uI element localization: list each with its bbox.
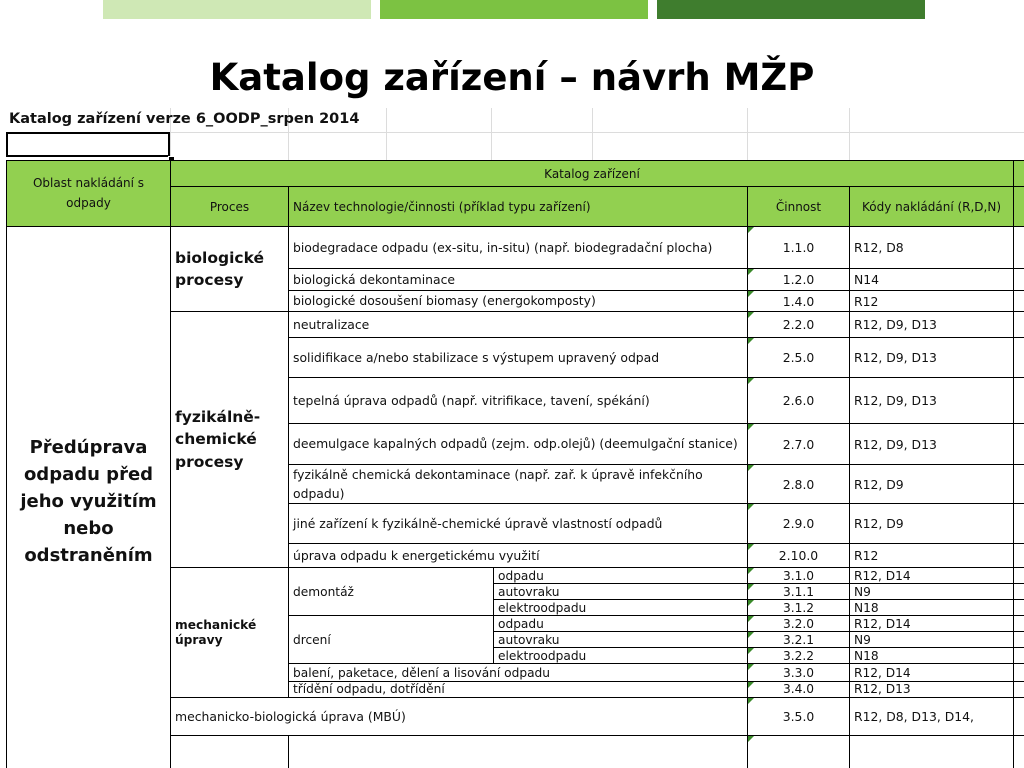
row-code: 3.1.0 bbox=[748, 568, 850, 584]
row-kody: R12, D9, D13 bbox=[850, 312, 1014, 338]
selected-cell[interactable] bbox=[6, 132, 170, 157]
sub-item: elektroodpadu bbox=[494, 600, 748, 616]
row-name: biologické dosoušení biomasy (energokomposty) bbox=[289, 291, 748, 312]
sub-item: elektroodpadu bbox=[494, 648, 748, 664]
empty-cell bbox=[1014, 269, 1024, 291]
row-kody: R12, D13 bbox=[850, 682, 1014, 698]
header-blank bbox=[1014, 187, 1024, 227]
header-kody: Kódy nakládání (R,D,N) bbox=[850, 187, 1014, 227]
row-code: 3.2.1 bbox=[748, 632, 850, 648]
header-katalog: Katalog zařízení bbox=[171, 161, 1014, 187]
row-kody: R12, D14 bbox=[850, 616, 1014, 632]
row-code: 1.1.0 bbox=[748, 227, 850, 269]
row-kody: N9 bbox=[850, 584, 1014, 600]
empty-cell bbox=[1014, 338, 1024, 378]
header-proces: Proces bbox=[171, 187, 289, 227]
empty-cell bbox=[850, 736, 1014, 768]
row-code: 3.5.0 bbox=[748, 698, 850, 736]
row-kody: R12, D8, D13, D14, bbox=[850, 698, 1014, 736]
row-code: 3.1.1 bbox=[748, 584, 850, 600]
sub-item: autovraku bbox=[494, 584, 748, 600]
empty-cell bbox=[1014, 465, 1024, 504]
header-oblast: Oblast nakládání s odpady bbox=[7, 161, 171, 227]
row-name: třídění odpadu, dotřídění bbox=[289, 682, 748, 698]
row-name: neutralizace bbox=[289, 312, 748, 338]
header-nazev: Název technologie/činnosti (příklad typu zařízení) bbox=[289, 187, 748, 227]
oblast-cell: Předúprava odpadu před jeho využitím nebo odstraněním bbox=[7, 227, 171, 768]
row-name-mbu: mechanicko-biologická úprava (MBÚ) bbox=[171, 698, 748, 736]
empty-cell bbox=[171, 736, 289, 768]
empty-cell bbox=[1014, 698, 1024, 736]
empty-cell bbox=[289, 736, 748, 768]
row-kody: R12, D9, D13 bbox=[850, 338, 1014, 378]
row-name: biologická dekontaminace bbox=[289, 269, 748, 291]
empty-cell bbox=[1014, 616, 1024, 632]
row-code: 2.10.0 bbox=[748, 544, 850, 568]
grid-line bbox=[491, 108, 492, 160]
row-code: 1.4.0 bbox=[748, 291, 850, 312]
empty-cell bbox=[1014, 664, 1024, 682]
row-kody: N14 bbox=[850, 269, 1014, 291]
row-code: 2.9.0 bbox=[748, 504, 850, 544]
empty-cell bbox=[1014, 504, 1024, 544]
empty-cell bbox=[748, 736, 850, 768]
empty-cell bbox=[1014, 378, 1024, 424]
grid-line bbox=[592, 108, 593, 160]
empty-cell bbox=[1014, 568, 1024, 584]
empty-cell bbox=[1014, 312, 1024, 338]
empty-cell bbox=[1014, 600, 1024, 616]
row-kody: N9 bbox=[850, 632, 1014, 648]
slide-title: Katalog zařízení – návrh MŽP bbox=[209, 56, 815, 99]
row-code: 2.5.0 bbox=[748, 338, 850, 378]
sub-item: odpadu bbox=[494, 616, 748, 632]
proces-mechanicke: mechanické úpravy bbox=[171, 568, 289, 698]
demontaz-label: demontáž bbox=[289, 568, 494, 616]
row-kody: R12, D14 bbox=[850, 568, 1014, 584]
row-name: jiné zařízení k fyzikálně-chemické úpravě vlastností odpadů bbox=[289, 504, 748, 544]
row-name: deemulgace kapalných odpadů (zejm. odp.olejů) (deemulgační stanice) bbox=[289, 424, 748, 465]
empty-cell bbox=[1014, 648, 1024, 664]
row-kody: R12, D9, D13 bbox=[850, 378, 1014, 424]
sub-item: odpadu bbox=[494, 568, 748, 584]
row-kody: R12, D9 bbox=[850, 504, 1014, 544]
grid-line bbox=[849, 108, 850, 160]
row-code: 1.2.0 bbox=[748, 269, 850, 291]
row-code: 2.2.0 bbox=[748, 312, 850, 338]
sheet-title: Katalog zařízení verze 6_OODP_srpen 2014 bbox=[9, 111, 360, 127]
row-code: 3.2.2 bbox=[748, 648, 850, 664]
row-code: 2.8.0 bbox=[748, 465, 850, 504]
catalog-table bbox=[6, 160, 1024, 768]
row-name: solidifikace a/nebo stabilizace s výstupem upravený odpad bbox=[289, 338, 748, 378]
decor-bar-medium bbox=[380, 0, 648, 19]
row-name: fyzikálně chemická dekontaminace (např. zař. k úpravě infekčního odpadu) bbox=[289, 465, 748, 504]
row-name: balení, paketace, dělení a lisování odpadu bbox=[289, 664, 748, 682]
header-blank bbox=[1014, 161, 1024, 187]
proces-biologicke: biologické procesy bbox=[171, 227, 289, 312]
row-code: 2.7.0 bbox=[748, 424, 850, 465]
row-kody: N18 bbox=[850, 600, 1014, 616]
row-kody: R12, D8 bbox=[850, 227, 1014, 269]
empty-cell bbox=[1014, 291, 1024, 312]
empty-cell bbox=[1014, 584, 1024, 600]
row-kody: R12 bbox=[850, 291, 1014, 312]
spreadsheet bbox=[6, 108, 1024, 768]
empty-cell bbox=[1014, 682, 1024, 698]
row-code: 2.6.0 bbox=[748, 378, 850, 424]
grid-line bbox=[386, 108, 387, 160]
empty-cell bbox=[1014, 544, 1024, 568]
row-code: 3.3.0 bbox=[748, 664, 850, 682]
empty-cell bbox=[1014, 227, 1024, 269]
row-code: 3.1.2 bbox=[748, 600, 850, 616]
row-name: úprava odpadu k energetickému využití bbox=[289, 544, 748, 568]
empty-cell bbox=[1014, 632, 1024, 648]
row-kody: N18 bbox=[850, 648, 1014, 664]
row-name: tepelná úprava odpadů (např. vitrifikace, tavení, spékání) bbox=[289, 378, 748, 424]
empty-cell bbox=[1014, 424, 1024, 465]
drceni-label: drcení bbox=[289, 616, 494, 664]
row-kody: R12 bbox=[850, 544, 1014, 568]
empty-cell bbox=[1014, 736, 1024, 768]
row-code: 3.4.0 bbox=[748, 682, 850, 698]
row-kody: R12, D14 bbox=[850, 664, 1014, 682]
decor-bar-light bbox=[103, 0, 371, 19]
proces-fyzikalne-chemicke: fyzikálně-chemické procesy bbox=[171, 312, 289, 568]
row-name: biodegradace odpadu (ex-situ, in-situ) (např. biodegradační plocha) bbox=[289, 227, 748, 269]
header-cinnost: Činnost bbox=[748, 187, 850, 227]
sub-item: autovraku bbox=[494, 632, 748, 648]
row-code: 3.2.0 bbox=[748, 616, 850, 632]
grid-line bbox=[747, 108, 748, 160]
decor-bar-dark bbox=[657, 0, 925, 19]
row-kody: R12, D9 bbox=[850, 465, 1014, 504]
row-kody: R12, D9, D13 bbox=[850, 424, 1014, 465]
